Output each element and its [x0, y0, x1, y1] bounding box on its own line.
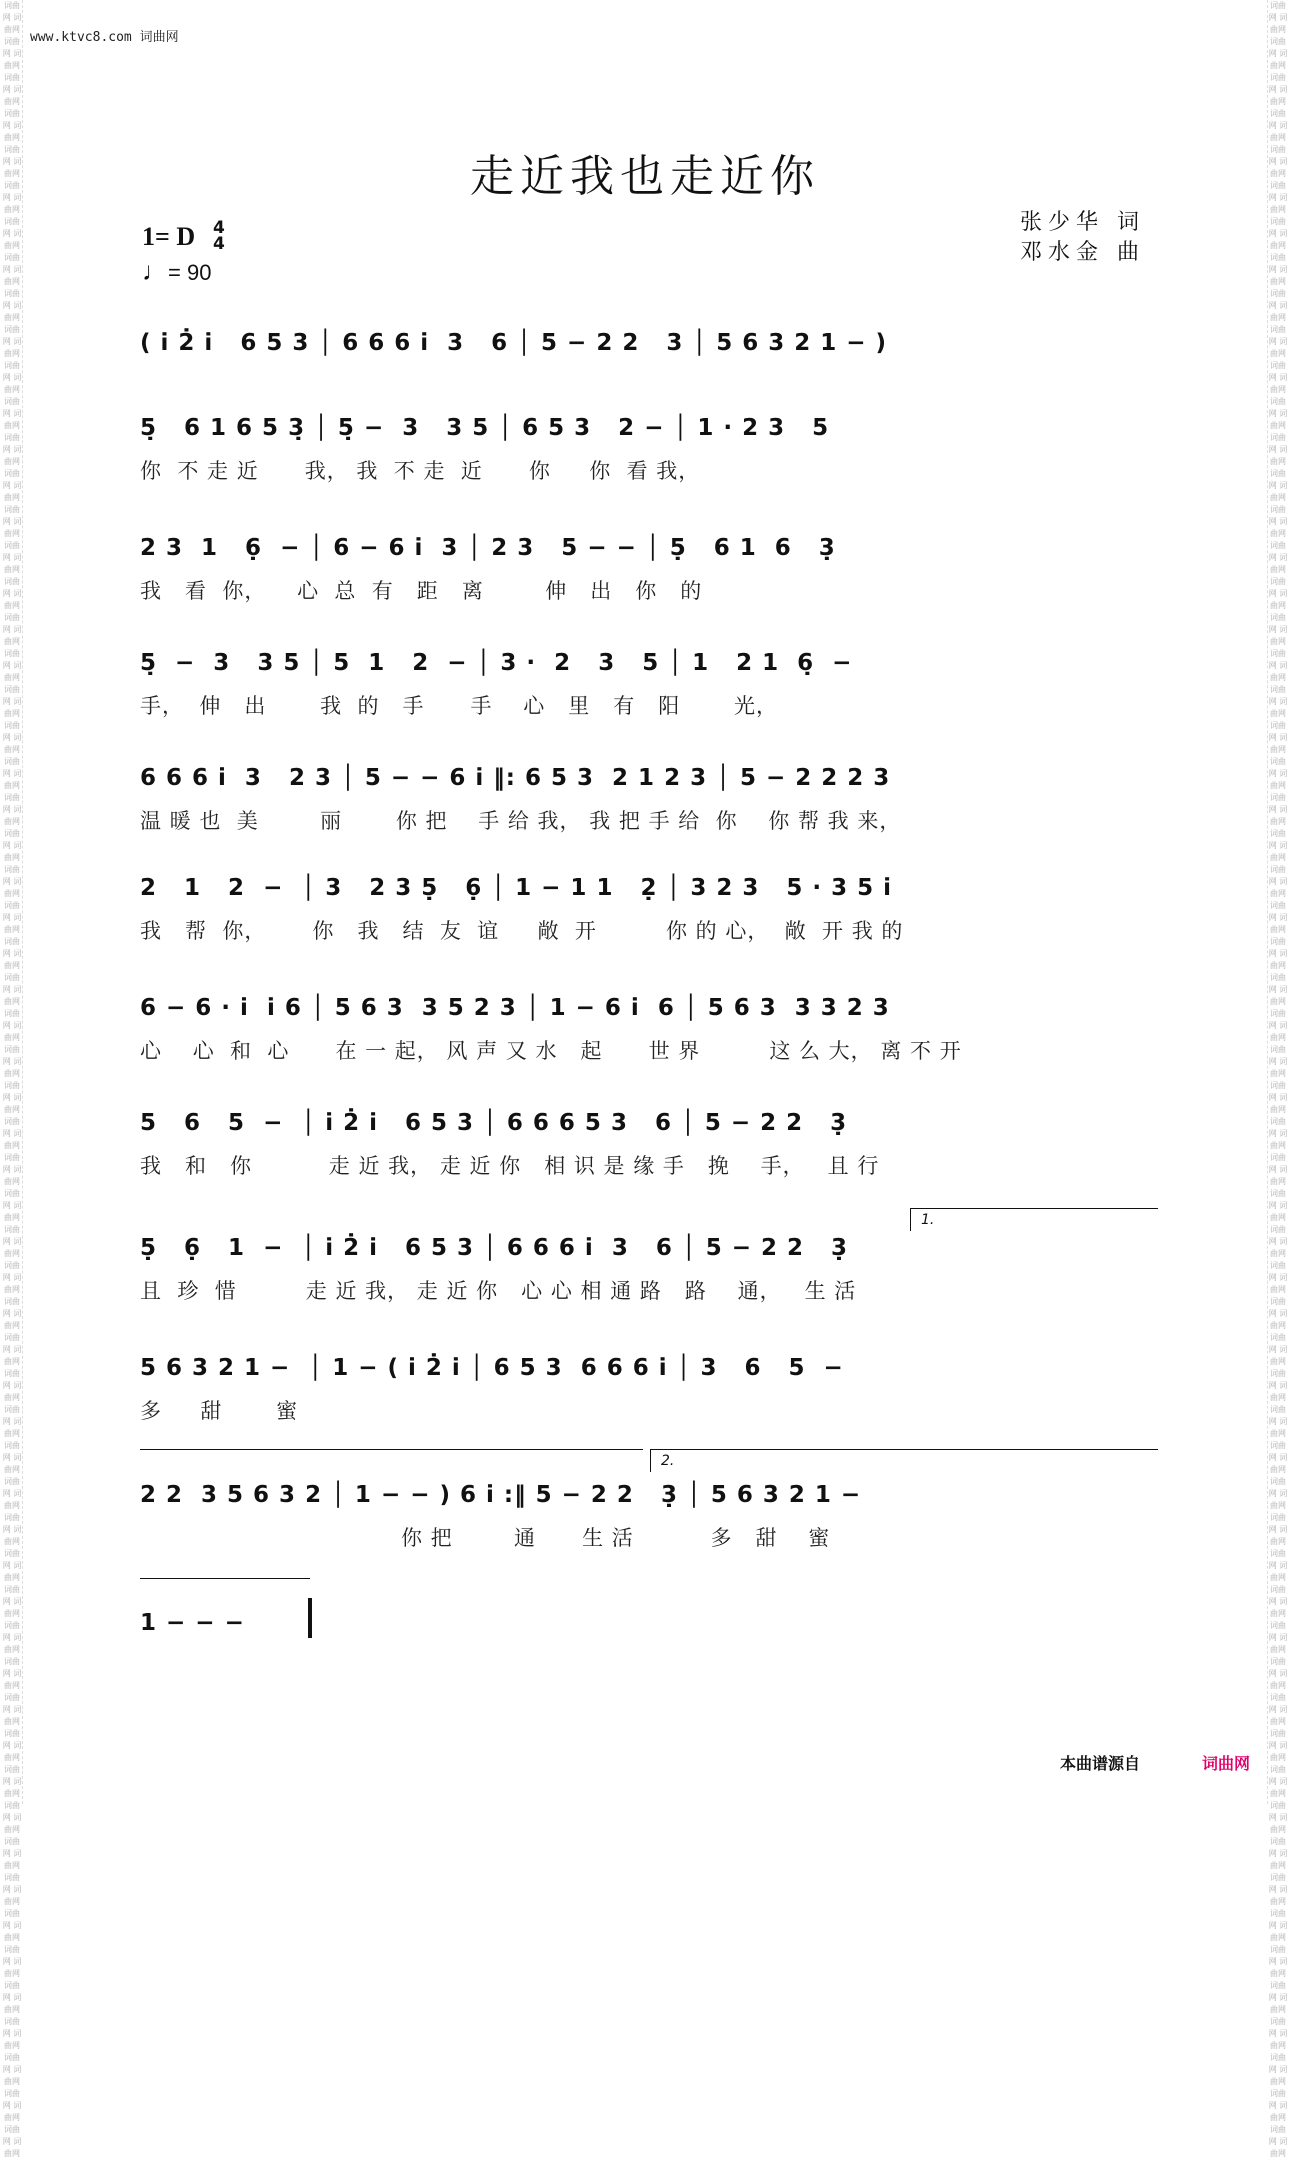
score-system-11 — [140, 1482, 1150, 1552]
key-signature: 1= D — [142, 222, 196, 251]
bracket-line — [140, 1578, 310, 1579]
notes-line: 5̣ 6 1 6 5 3̣ │ 5̣ − 3 3 5 │ 6 5 3 2 − │ 1 · 2 3 5 — [140, 415, 839, 441]
site-url[interactable]: www.ktvc8.com 词曲网 — [30, 30, 179, 45]
footer-label: 本曲谱源自 — [1059, 1754, 1140, 1773]
lyrics-line: 我 和 你 走 近 我， 走 近 你 相 识 是 缘 手 挽 手， 且 行 — [140, 1154, 880, 1178]
score-system-5 — [140, 765, 1150, 835]
score-system-12 — [140, 1610, 1150, 1640]
final-barline — [308, 1598, 312, 1638]
time-sig-bottom: 4 — [213, 234, 225, 254]
song-title: 走近我也走近你 — [470, 151, 820, 202]
watermark-strip-left: 词曲网 词曲网 词曲网 词曲网 词曲网 词曲网 词曲网 词曲网 词曲网 词曲网 词曲网 词曲网 词曲网 词曲网 词曲网 词曲网 词曲网 词曲网 词曲网 词曲网 词曲网 词曲网 词曲网 词曲网 词曲网 词曲网 词曲网 词曲网 词曲网 词曲网 词曲网 词曲网 词曲网 词曲网 词曲网 词曲网 词曲网 词曲网 词曲网 词曲网 词曲网 词曲网 词曲网 词曲网 词曲网 词曲网 词曲网 词曲网 词曲网 词曲网 词曲网 词曲网 词曲网 词曲网 词曲网 词曲网 词曲网 词曲网 词曲网 词曲网 词曲网 词曲网 词曲网 词曲网 词曲网 词曲网 词曲网 词曲网 词曲网 词曲网 词曲网 词曲网 词曲网 词曲网 词曲网 词曲网 词曲网 词曲网 词曲网 词曲网 词曲网 词曲网 词曲网 词曲网 词曲网 词曲网 词曲网 词曲网 词曲网 词曲网 词曲网 词曲网 词曲网 词曲网 词曲网 词曲网 词曲网 词曲网 词曲网 词曲网 词曲网 词曲网 词曲网 词曲网 词曲网 词曲网 词曲网 词曲网 词曲网 词曲网 词曲网 词曲网 词曲网 词曲网 词曲网 词曲网 词曲网 词曲网 词曲网 词曲网 — [2, 1, 22, 2158]
lyrics-line: 你 不 走 近 我， 我 不 走 近 你 你 看 我， — [140, 459, 701, 483]
volta-1: 1. — [910, 1208, 1158, 1231]
credits — [1020, 208, 1145, 268]
notes-line: 6 − 6 · i̇ i̇ 6 │ 5 6 3 3 5 2 3 │ 1 − 6 i̇ 6 │ 5 6 3 3 3 2 3 — [140, 995, 899, 1021]
lyricist: 张少华 词 — [1020, 210, 1145, 235]
time-sig-top: 4 — [213, 218, 225, 238]
lyrics-line: 手， 伸 出 我 的 手 手 心 里 有 阳 光， — [140, 694, 779, 718]
score-system-4 — [140, 650, 1150, 720]
notes-line: 6 6 6 i̇ 3 2 3 │ 5 − − 6 i̇ ‖: 6 5 3 2 1 2 3 │ 5 − 2 2 2 3 — [140, 765, 900, 791]
score-system-6 — [140, 875, 1150, 945]
score-system-1 — [140, 330, 1150, 370]
volta-2: 2. — [650, 1449, 1158, 1472]
lyrics-line: 心 心 和 心 在 一 起， 风 声 又 水 起 世 界 这 么 大， 离 不 开 — [140, 1039, 962, 1063]
time-signature — [213, 220, 225, 252]
footer-site-link[interactable]: 词曲网 — [1201, 1754, 1250, 1773]
lyrics-line: 我 帮 你， 你 我 结 友 谊 敞 开 你 的 心， 敞 开 我 的 — [140, 919, 904, 943]
lyrics-line: 我 看 你， 心 总 有 距 离 伸 出 你 的 — [140, 579, 703, 603]
score-system-2 — [140, 415, 1150, 485]
lyrics-line: 多 甜 蜜 — [140, 1399, 299, 1423]
notes-line: 1 − − − — [140, 1610, 254, 1636]
notes-line: 5 6 3 2 1 − │ 1 − ( i̇ 2̇ i̇ │ 6 5 3 6 6 6 i̇ │ 3 6 5 − — [140, 1355, 853, 1381]
score-system-7 — [140, 995, 1150, 1065]
notes-line: 2 1 2 − │ 3 2 3 5̣ 6̣ │ 1 − 1 1 2̣ │ 3 2 3 5 · 3 5 i̇ — [140, 875, 902, 901]
bracket-line — [140, 1449, 643, 1450]
notes-line: 2 3 1 6̣ − │ 6 − 6 i̇ 3 │ 2 3 5 − − │ 5̣ 6 1 6 3̣ — [140, 535, 845, 561]
score-system-3 — [140, 535, 1150, 605]
notes-line: 5̣ 6̣ 1 − │ i̇ 2̇ i̇ 6 5 3 │ 6 6 6 i̇ 3 6 │ 5 − 2 2 3̣ — [140, 1235, 858, 1261]
tempo-marking — [142, 256, 211, 287]
lyrics-line: 你 把 通 生 活 多 甜 蜜 — [140, 1526, 831, 1550]
lyrics-line: 温 暖 也 美 丽 你 把 手 给 我， 我 把 手 给 你 你 帮 我 来， — [140, 809, 902, 833]
notes-line: 5̣ − 3 3 5 │ 5 1 2 − │ 3 · 2 3 5 │ 1 2 1 6̣ − — [140, 650, 862, 676]
tempo-value: = 90 — [168, 260, 212, 285]
notes-line: 2 2 3 5 6 3 2 │ 1 − − ) 6 i̇ :‖ 5 − 2 2 3̣ │ 5 6 3 2 1 − — [140, 1482, 871, 1508]
notes-line: 5 6 5 − │ i̇ 2̇ i̇ 6 5 3 │ 6 6 6 5 3 6 │ 5 − 2 2 3̣ — [140, 1110, 857, 1136]
score-system-9 — [140, 1235, 1150, 1305]
lyrics-line: 且 珍 惜 走 近 我， 走 近 你 心 心 相 通 路 路 通， 生 活 — [140, 1279, 857, 1303]
quarter-note-icon: ♩ — [142, 256, 168, 286]
score-system-10 — [140, 1355, 1150, 1425]
composer: 邓水金 曲 — [1020, 240, 1145, 265]
score-system-8 — [140, 1110, 1150, 1180]
watermark-strip-right: 词曲网 词曲网 词曲网 词曲网 词曲网 词曲网 词曲网 词曲网 词曲网 词曲网 词曲网 词曲网 词曲网 词曲网 词曲网 词曲网 词曲网 词曲网 词曲网 词曲网 词曲网 词曲网 词曲网 词曲网 词曲网 词曲网 词曲网 词曲网 词曲网 词曲网 词曲网 词曲网 词曲网 词曲网 词曲网 词曲网 词曲网 词曲网 词曲网 词曲网 词曲网 词曲网 词曲网 词曲网 词曲网 词曲网 词曲网 词曲网 词曲网 词曲网 词曲网 词曲网 词曲网 词曲网 词曲网 词曲网 词曲网 词曲网 词曲网 词曲网 词曲网 词曲网 词曲网 词曲网 词曲网 词曲网 词曲网 词曲网 词曲网 词曲网 词曲网 词曲网 词曲网 词曲网 词曲网 词曲网 词曲网 词曲网 词曲网 词曲网 词曲网 词曲网 词曲网 词曲网 词曲网 词曲网 词曲网 词曲网 词曲网 词曲网 词曲网 词曲网 词曲网 词曲网 词曲网 词曲网 词曲网 词曲网 词曲网 词曲网 词曲网 词曲网 词曲网 词曲网 词曲网 词曲网 词曲网 词曲网 词曲网 词曲网 词曲网 词曲网 词曲网 词曲网 词曲网 词曲网 词曲网 词曲网 词曲网 词曲网 — [1268, 1, 1288, 2158]
notes-line: ( i̇ 2̇ i̇ 6 5 3 │ 6 6 6 i̇ 3 6 │ 5 − 2 2 3 │ 5 6 3 2 1 − ) — [140, 330, 897, 356]
